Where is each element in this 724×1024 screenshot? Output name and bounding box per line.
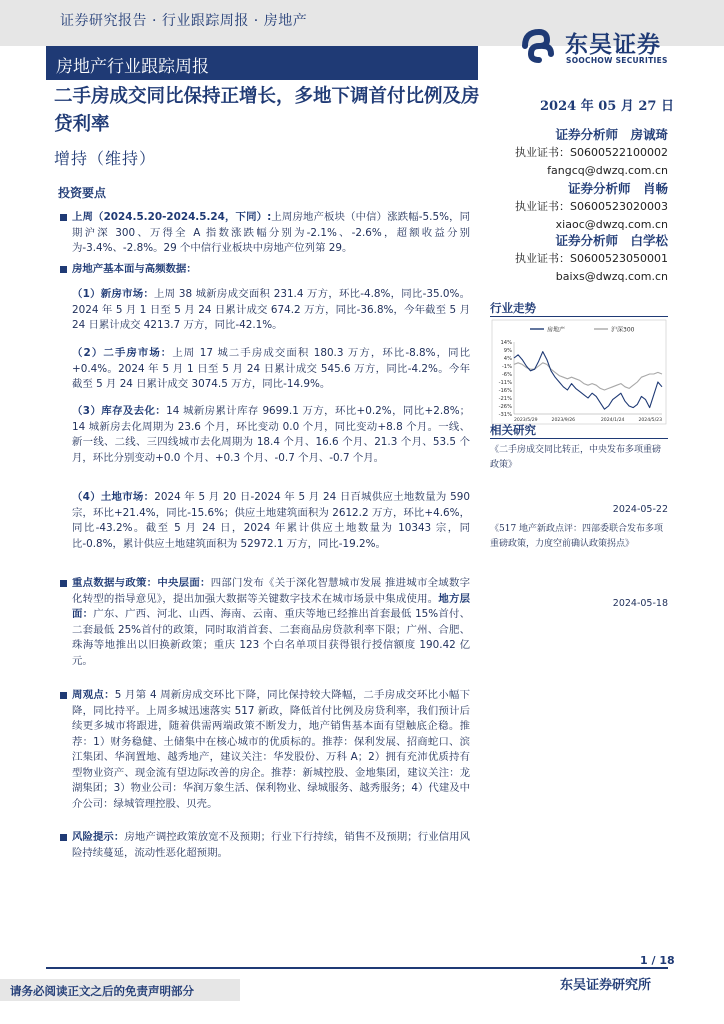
policy-bullet [60, 576, 470, 669]
y-tick-label: -31% [498, 412, 512, 418]
chart-frame [492, 320, 666, 424]
new-home-paragraph [72, 287, 470, 334]
analyst-cert: 执业证书：S0600523050001 [515, 252, 668, 265]
weekly-bullet [60, 210, 470, 257]
page-number: 1 / 18 [640, 954, 675, 967]
related-report-2-date: 2024-05-18 [612, 598, 668, 609]
disclaimer-band [0, 979, 240, 1001]
company-logo [517, 26, 707, 70]
policy-central-text: 四部门发布《关于深化智慧城市发展 推进城市全域数字化转型的指导意见》，提出加强大数据等关键数字技术在城市场景中集成使用。 [72, 577, 471, 605]
trend-chart-svg [490, 318, 668, 426]
analyst-name: 证券分析师 肖畅 [567, 181, 668, 196]
bullet-square-icon [60, 692, 67, 699]
risk-label: 风险提示： [72, 831, 125, 843]
legend-label: 房地产 [547, 326, 566, 334]
analyst-block-1 [490, 126, 668, 180]
analyst-block-2 [490, 180, 668, 234]
risk-bullet [60, 830, 470, 861]
report-title: 二手房成交同比保持正增长，多地下调首付比例及房贷利率 [54, 86, 480, 135]
bullet-square-icon [60, 580, 67, 587]
new-home-label: （1）新房市场： [72, 288, 155, 300]
investment-highlights-heading: 投资要点 [58, 186, 107, 200]
industry-trend-chart [490, 318, 668, 426]
second-hand-label: （2）二手房市场： [72, 347, 173, 359]
related-research-heading: 相关研究 [490, 423, 536, 437]
y-tick-label: -26% [498, 404, 512, 410]
x-tick-label: 2024/5/23 [638, 418, 662, 423]
related-report-1-date: 2024-05-22 [612, 504, 668, 515]
analyst-name: 证券分析师 房诚琦 [555, 127, 668, 142]
land-text: 2024 年 5 月 20 日-2024 年 5 月 24 日百城供应土地数量为 590 宗，环比+21.4%，同比-15.6%；供应土地建筑面积为 2612.2 万方，环比+4.6%，同比-43.2%。截至 5 月 24 日，2024 年累计供应土地数量为 10343 宗，同比-0.8%，累计供应土地建筑面积为 52972.1 万方，同比-19.2%。 [72, 491, 470, 550]
inventory-label: （3）库存及去化： [72, 405, 167, 417]
weekly-view-label: 周观点： [72, 689, 115, 701]
x-tick-label: 2023/9/26 [551, 418, 576, 423]
y-tick-label: -21% [498, 396, 512, 402]
logo-mark-icon [517, 26, 557, 66]
footer-rule [46, 967, 668, 969]
related-report-1-title[interactable]: 《二手房成交同比转正，中央发布多项重磅政策》 [490, 445, 662, 470]
trend-heading: 行业走势 [490, 301, 536, 315]
y-tick-label: -6% [501, 372, 512, 378]
fundamentals-bullet [60, 262, 470, 278]
analyst-name: 证券分析师 白学松 [555, 233, 668, 248]
x-tick-label: 2023/5/29 [514, 418, 538, 423]
section-title-band [46, 46, 478, 80]
inventory-paragraph [72, 404, 470, 466]
weekly-text: 上周房地产板块（中信）涨跌幅-5.5%，同期沪深 300、万得全 A 指数涨跌幅分别为-2.1%、-2.6%，超额收益分别为-3.4%、-2.8%。29 个中信行业板块中房地产位列第 29。 [72, 211, 470, 254]
y-tick-label: -1% [501, 364, 512, 370]
analyst-email[interactable]: fangcq@dwzq.com.cn [547, 164, 668, 177]
fundamentals-label: 房地产基本面与高频数据： [72, 263, 197, 275]
analyst-block-3 [490, 232, 668, 286]
policy-local-label: 地方层面： [72, 592, 471, 620]
analyst-email[interactable]: xiaoc@dwzq.com.cn [555, 218, 668, 231]
section-title: 房地产行业跟踪周报 [56, 57, 209, 77]
bullet-square-icon [60, 214, 67, 221]
bullet-square-icon [60, 266, 67, 273]
new-home-text: 上周 38 城新房成交面积 231.4 万方，环比-4.8%，同比-35.0%。2024 年 5 月 1 日至 5 月 24 日累计成交 674.2 万方，同比-36.8%，今年截至 5 月 24 日累计成交 4213.7 万方，同比-42.1%。 [72, 288, 470, 331]
second-hand-text: 上周 17 城二手房成交面积 180.3 万方，环比-8.8%，同比+0.4%。2024 年 5 月 1 日至 5 月 24 日累计成交 545.6 万方，同比-4.2%。今年截至 5 月 24 日累计成交 3074.5 万方，同比-14.9%。 [72, 347, 470, 390]
x-tick-label: 2024/1/24 [600, 418, 625, 423]
related-report-2-title[interactable]: 《517 地产新政点评：四部委联合发布多项重磅政策，力度空前确认政策拐点》 [490, 524, 664, 549]
bullet-square-icon [60, 834, 67, 841]
policy-central-label: 中央层面： [157, 577, 211, 589]
footer-firm: 东吴证券研究所 [560, 978, 652, 993]
legend-label: 沪深300 [611, 326, 635, 334]
report-date: 2024 年 05 月 27 日 [540, 99, 674, 114]
policy-local-text: 广东、广西、河北、山西、海南、云南、重庆等地已经推出首套最低 15%首付、二套最低 25%首付的政策，同时取消首套、二套商品房贷款利率下限；广州、合肥、珠海等地推出以旧换新政策；重庆 123 个白名单项目获得银行授信额度 190.42 亿元。 [72, 608, 471, 667]
land-paragraph [72, 490, 470, 552]
analyst-cert: 执业证书：S0600522100002 [515, 146, 668, 159]
rating: 增持（维持） [54, 149, 157, 168]
policy-label: 重点数据与政策： [72, 577, 158, 589]
related-heading-rule [490, 438, 668, 439]
disclaimer-text[interactable]: 请务必阅读正文之后的免责声明部分 [10, 984, 194, 998]
inventory-text: 14 城新房累计库存 9699.1 万方，环比+0.2%，同比+2.8%；14 城新房去化周期为 23.6 个月，环比变动 0.0 个月，同比变动+8.8 个月。一线、新一线、二线、三四线城市去化周期为 18.4 个月、16.6 个月、21.3 个月、53.5 个月，环比分别变动+0.0 个月、+0.3 个月、-0.7 个月、-0.7 个月。 [72, 405, 470, 464]
logo-name-cn: 东吴证券 [565, 32, 661, 58]
weekly-view-bullet [60, 688, 470, 812]
breadcrumb: 证券研究报告 · 行业跟踪周报 · 房地产 [60, 13, 308, 29]
y-tick-label: -16% [498, 388, 512, 394]
weekly-view-text: 5 月第 4 周新房成交环比下降，同比保持较大降幅，二手房成交环比小幅下降，同比持平。上周多城迅速落实 517 新政，降低首付比例及房贷利率，我们预计后续更多城市将跟进，随着供需两端政策不断发力，地产销售基本面有望触底企稳。推荐：1）财务稳健、土储集中在核心城市的优质标的。推荐：保利发展、招商蛇口、滨江集团、华润置地、越秀地产，建议关注：华发股份、万科 A；2）拥有充沛优质持有型物业资产、现金流有望边际改善的房企。推荐：新城控股、金地集团，建议关注：龙湖集团；3）物业公司：华润万象生活、保利物业、绿城服务、越秀服务；4）代建及中介公司：绿城管理控股、贝壳。 [72, 689, 470, 810]
y-tick-label: 9% [503, 348, 512, 354]
analyst-cert: 执业证书：S0600523020003 [515, 200, 668, 213]
series-line-real-estate [514, 352, 662, 410]
logo-name-en: SOOCHOW SECURITIES [566, 56, 668, 65]
trend-heading-rule [490, 316, 668, 317]
y-tick-label: 14% [500, 340, 512, 346]
second-hand-paragraph [72, 346, 470, 393]
weekly-label: 上周（2024.5.20-2024.5.24，下同）: [72, 211, 272, 223]
risk-text: 房地产调控政策放宽不及预期；行业下行持续，销售不及预期；行业信用风险持续蔓延，流动性恶化超预期。 [72, 831, 471, 859]
analyst-email[interactable]: baixs@dwzq.com.cn [555, 270, 668, 283]
y-tick-label: 4% [503, 356, 512, 362]
land-label: （4）土地市场： [72, 491, 155, 503]
y-tick-label: -11% [498, 380, 512, 386]
